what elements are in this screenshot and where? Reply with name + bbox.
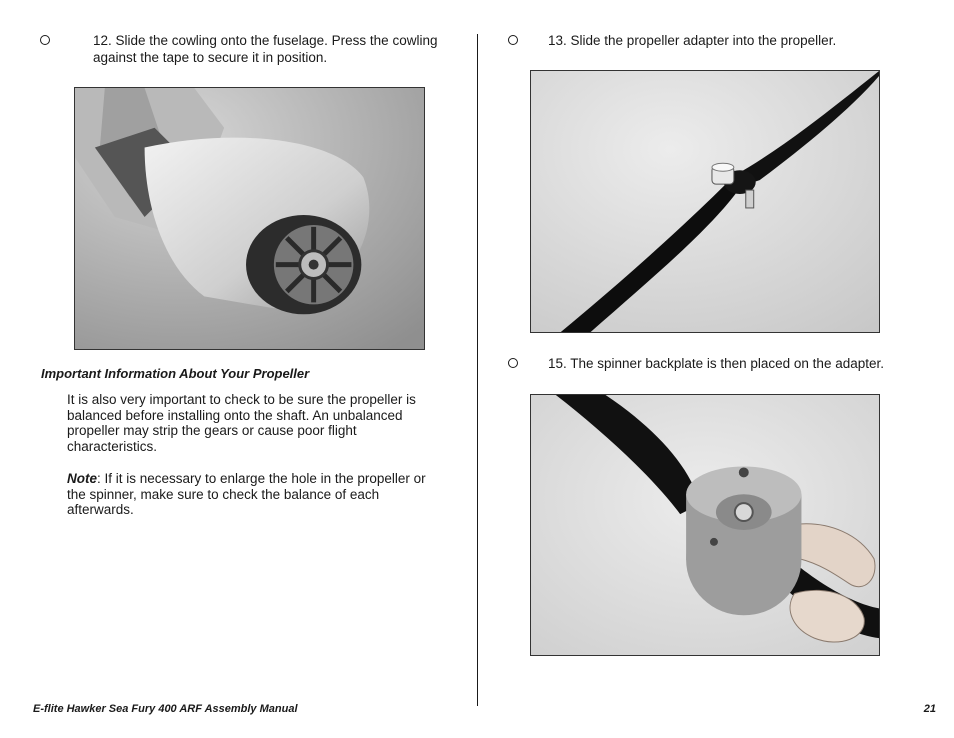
note-text: : If it is necessary to enlarge the hole in the propeller or the spinner, make sure to check the balance of each afterwards. <box>67 471 426 517</box>
section-heading: Important Information About Your Propeller <box>41 366 310 381</box>
spinner-backplate-photo <box>530 394 880 656</box>
step-13-text: 13. Slide the propeller adapter into the propeller. <box>548 33 837 48</box>
page-number: 21 <box>923 703 936 715</box>
column-divider <box>477 34 478 706</box>
step-15-text: 15. The spinner backplate is then placed on the adapter. <box>548 356 884 371</box>
cowling-photo <box>74 87 425 350</box>
balance-paragraph: It is also very important to check to be sure the propeller is balanced before installing onto the shaft. An unbalanced propeller may strip the gears or cause poor flight characteristics. <box>67 392 416 454</box>
footer-manual-title: E-flite Hawker Sea Fury 400 ARF Assembly Manual <box>33 703 298 715</box>
step-12-text: 12. Slide the cowling onto the fuselage. Press the cowling against the tape to secure it in position. <box>93 33 438 65</box>
checkbox-bullet-icon[interactable] <box>508 35 518 45</box>
note-paragraph <box>67 471 429 518</box>
checkbox-bullet-icon[interactable] <box>40 35 50 45</box>
note-label: Note <box>67 471 97 486</box>
propeller-adapter-photo <box>530 70 880 333</box>
checkbox-bullet-icon[interactable] <box>508 358 518 368</box>
